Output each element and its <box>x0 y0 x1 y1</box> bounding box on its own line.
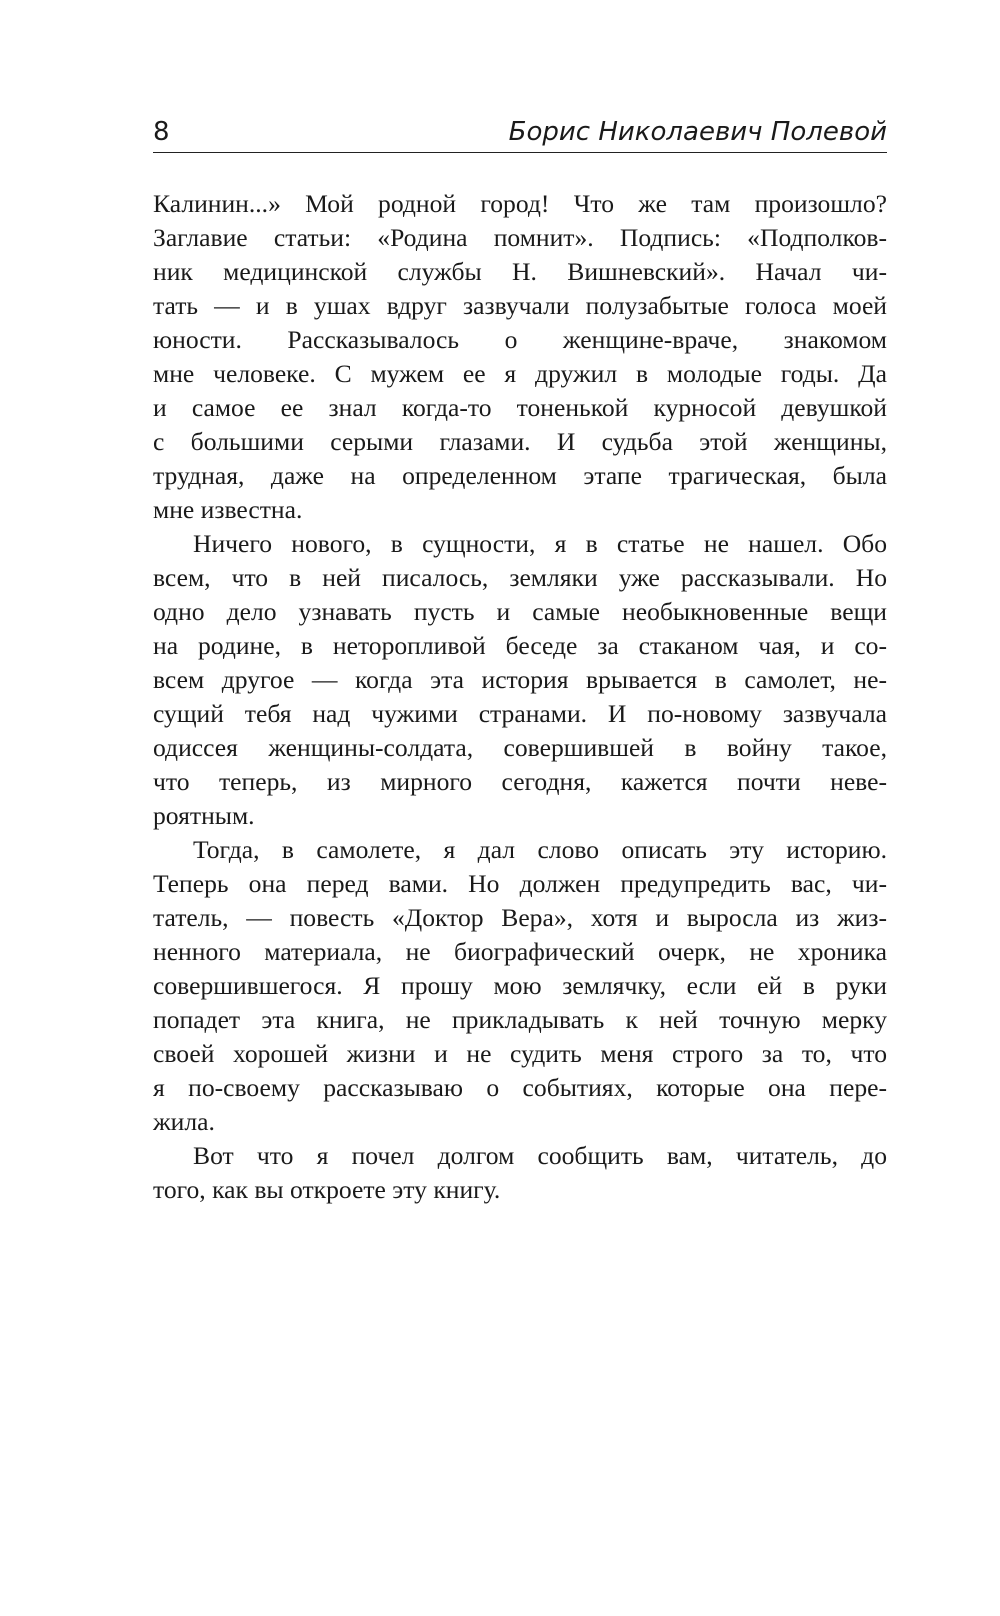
book-page <box>153 112 887 1207</box>
text-line: ненного материала, не биографический очерк, не хроника <box>153 937 887 966</box>
text-line: того, как вы откроете эту книгу. <box>153 1175 501 1204</box>
text-line: на родине, в неторопливой беседе за стаканом чая, и со- <box>153 631 887 660</box>
text-line: трудная, даже на определенном этапе трагическая, была <box>153 461 887 490</box>
text-line: совершившегося. Я прошу мою землячку, если ей в руки <box>153 971 887 1000</box>
text-line: и самое ее знал когда-то тоненькой курносой девушкой <box>153 393 887 422</box>
text-line: Заглавие статьи: «Родина помнит». Подпись: «Подполков- <box>153 223 887 252</box>
page-number: 8 <box>153 117 170 147</box>
text-line: всем другое — когда эта история врывается в самолет, не- <box>153 665 887 694</box>
text-line: ник медицинской службы Н. Вишневский». Начал чи- <box>153 257 887 286</box>
text-line: татель, — повесть «Доктор Вера», хотя и выросла из жиз- <box>153 903 887 932</box>
text-line: тать — и в ушах вдруг зазвучали полузабытые голоса моей <box>153 291 887 320</box>
running-head-author: Борис Николаевич Полевой <box>508 117 887 147</box>
text-line: сущий тебя над чужими странами. И по-новому зазвучала <box>153 699 887 728</box>
text-line: Теперь она перед вами. Но должен предупредить вас, чи- <box>153 869 887 898</box>
text-line: одно дело узнавать пусть и самые необыкновенные вещи <box>153 597 887 626</box>
text-line: Тогда, в самолете, я дал слово описать эту историю. <box>193 835 887 864</box>
paragraph <box>153 1139 887 1207</box>
text-line: попадет эта книга, не прикладывать к ней точную мерку <box>153 1005 887 1034</box>
paragraph <box>153 527 887 833</box>
body-text <box>153 187 887 1207</box>
text-line: мне человеке. С мужем ее я дружил в молодые годы. Да <box>153 359 887 388</box>
paragraph <box>153 187 887 527</box>
text-line: Калинин...» Мой родной город! Что же там произошло? <box>153 189 887 218</box>
text-line: своей хорошей жизни и не судить меня строго за то, что <box>153 1039 887 1068</box>
text-line: с большими серыми глазами. И судьба этой женщины, <box>153 427 887 456</box>
running-head <box>153 112 887 153</box>
text-line: мне известна. <box>153 495 303 524</box>
text-line: Ничего нового, в сущности, я в статье не нашел. Обо <box>193 529 887 558</box>
text-line: роятным. <box>153 801 255 830</box>
text-line: я по-своему рассказываю о событиях, которые она пере- <box>153 1073 887 1102</box>
text-line: Вот что я почел долгом сообщить вам, читатель, до <box>193 1141 887 1170</box>
text-line: одиссея женщины-солдата, совершившей в войну такое, <box>153 733 887 762</box>
text-line: всем, что в ней писалось, земляки уже рассказывали. Но <box>153 563 887 592</box>
paragraph <box>153 833 887 1139</box>
text-line: юности. Рассказывалось о женщине-враче, знакомом <box>153 325 887 354</box>
text-line: что теперь, из мирного сегодня, кажется почти неве- <box>153 767 887 796</box>
text-line: жила. <box>153 1107 215 1136</box>
